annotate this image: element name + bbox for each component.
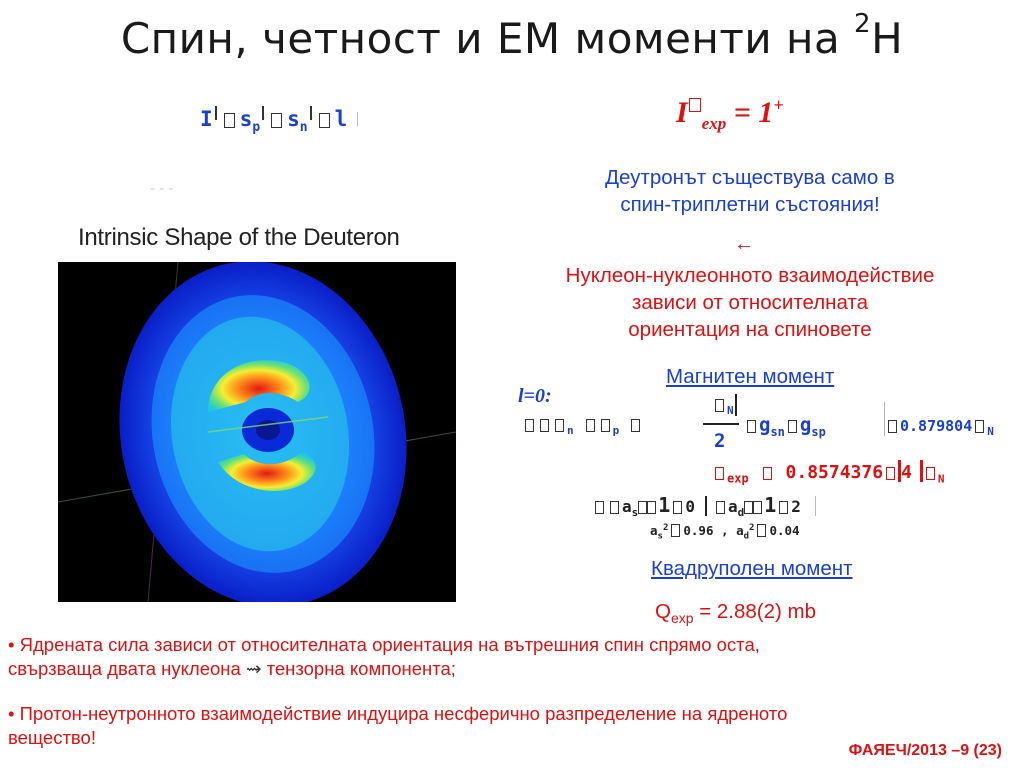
mixing-amplitudes: $a_s^2$ 0.96 , $a_d^2$ 0.04	[650, 523, 800, 542]
image-caption: Intrinsic Shape of the Deuteron	[78, 224, 400, 251]
nn-line-3: ориентация на спиновете	[628, 318, 872, 341]
slide-footer: ФАЯЕЧ/2013 –9 (23)	[848, 742, 1002, 759]
fraction-denominator: 2	[714, 430, 726, 452]
statement-line-2: спин-триплетни състояния!	[620, 193, 880, 216]
bracket-left	[735, 394, 737, 416]
spin-formula: I $s_p$ $s_n$ l	[200, 106, 358, 135]
wavefunction-mixing: $a_s$ 1 0 $a_d$ 1 2	[592, 493, 816, 519]
leads-to-icon: ⇝	[245, 658, 262, 679]
nn-line-2: зависи от относителната	[631, 291, 868, 314]
left-arrow-icon: ←	[734, 233, 754, 255]
fraction-line	[703, 423, 739, 425]
bullet-1: • Ядрената сила зависи от относителната ориентация на вътрешния спин спрямо оста, свързваща двата нуклеона ⇝ тензорна компонента;	[8, 634, 760, 679]
slide-title: Спин, четност и ЕМ моменти на $^2$H	[120, 9, 904, 63]
magnetic-moment-heading[interactable]: Магнитен момент	[666, 365, 835, 388]
magnetic-moment-experimental: $_{exp}$ 0.8574376 4 $_N$	[712, 460, 945, 486]
fraction-numerator: N	[712, 396, 734, 417]
quadrupole-moment-heading[interactable]: Квадруполен момент	[651, 557, 853, 580]
deuteron-shape-image	[58, 262, 456, 602]
quadrupole-value: $Q_{exp} = 2.88(2)$ mb	[655, 600, 817, 627]
nn-interaction-statement	[510, 262, 990, 343]
magnetic-moment-value: 0.879804 $_N$	[888, 417, 994, 438]
formula-divider	[884, 402, 885, 436]
bullet-2: • Протон-неутронното взаимодействие индуцира несферично разпределение на ядреното вещество!	[8, 703, 788, 748]
magnetic-moment-formula: $_n$ $_p$	[522, 416, 643, 437]
statement-line-1: Деутронът съществува само в	[605, 166, 895, 189]
deuteron-density-plot	[58, 262, 456, 602]
l-zero-label: l=0:	[518, 385, 552, 407]
g-factor-expression: $g_{sn}$ $g_{sp}$	[744, 414, 826, 439]
faded-text: - - -	[150, 180, 174, 197]
iexp-equation: I $_{exp}$ = 1+	[676, 95, 784, 133]
deuteron-statement	[560, 164, 940, 218]
nn-line-1: Нуклеон-нуклеонното взаимодействие	[565, 264, 935, 287]
